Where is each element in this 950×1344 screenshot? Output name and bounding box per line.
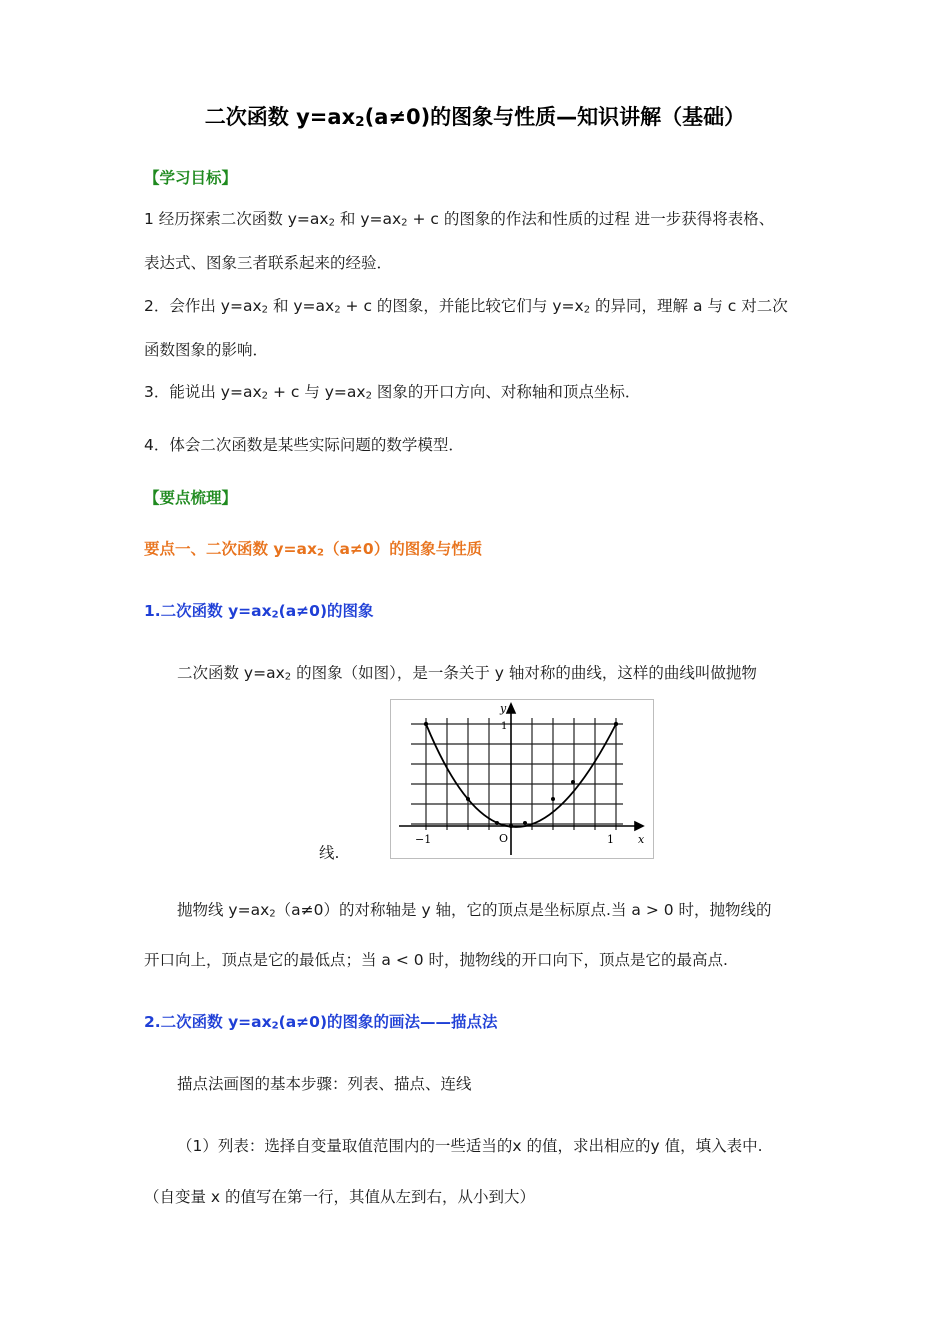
x-axis-label: x	[638, 833, 645, 846]
paragraph-5: （自变量 x 的值写在第一行，其值从左到右，从小到大）	[144, 1188, 536, 1206]
parabola-figure	[390, 699, 654, 859]
curve-points	[424, 722, 618, 828]
goal-4: 4．体会二次函数是某些实际问题的数学模型．	[144, 436, 464, 454]
y-axis-label: y	[500, 702, 507, 715]
key-points-heading: 【要点梳理】	[144, 489, 238, 507]
paragraph-3: 描点法画图的基本步骤：列表、描点、连线	[177, 1075, 472, 1093]
x-tick-1: 1	[607, 833, 614, 846]
goal-3: 3．能说出 $y=ax_2 + c$ 与 $y=ax_2$ 图象的开口方向、对称轴和顶点坐标．	[144, 383, 641, 402]
paragraph-2-line-2: 开口向上，顶点是它的最低点；当 a < 0 时，抛物线的开口向下，顶点是它的最高点.	[144, 951, 728, 969]
parabola-curve	[426, 724, 616, 827]
paragraph-4: （1）列表：选择自变量取值范围内的一些适当的x 的值，求出相应的y 值，填入表中.	[177, 1137, 763, 1155]
paragraph-1-end: 线.	[319, 844, 340, 862]
goal-2-line-2: 函数图象的影响．	[144, 341, 269, 359]
subsection-1-heading: 1.二次函数 $y=ax_2(a\ne 0)$的图象	[144, 602, 374, 621]
goal-1-line-1: 1 经历探索二次函数 $y=ax_2$ 和 $y=ax_2 + c$ 的图象的作法和性质的过程 进一步获得将表格、	[144, 210, 775, 229]
grid-lines	[411, 718, 623, 830]
x-axis-arrow	[635, 822, 643, 830]
origin-label: O	[499, 832, 509, 845]
goal-2-line-1: 2．会作出 $y=ax_2$ 和 $y=ax_2 + c$ 的图象，并能比较它们与 $y=x_2$ 的异同，理解 a 与 c 对二次	[144, 297, 788, 316]
y-axis-arrow	[507, 704, 515, 713]
x-tick-neg-1: −1	[415, 833, 432, 846]
learning-goals-heading: 【学习目标】	[144, 169, 238, 187]
point-1-heading: 要点一、二次函数 $y=ax_2(a\ne 0)$的图象与性质	[144, 540, 483, 559]
paragraph-1: 二次函数 $y=ax_2$ 的图象（如图），是一条关于 y 轴对称的曲线，这样的曲线叫做抛物	[177, 664, 757, 683]
y-tick-1: 1	[501, 721, 508, 732]
page-title: 二次函数 $y=ax_2(a\ne 0)$的图象与性质—知识讲解（基础）	[204, 105, 746, 131]
paragraph-2: 抛物线 $y=ax_2(a\ne 0)$的对称轴是 y 轴，它的顶点是坐标原点.当 a > 0 时，抛物线的	[177, 901, 772, 920]
goal-1-line-2: 表达式、图象三者联系起来的经验．	[144, 254, 393, 272]
subsection-2-heading: 2.二次函数 $y=ax_2(a\ne 0)$的图象的画法——描点法	[144, 1013, 498, 1032]
parabola-graph	[391, 700, 653, 858]
